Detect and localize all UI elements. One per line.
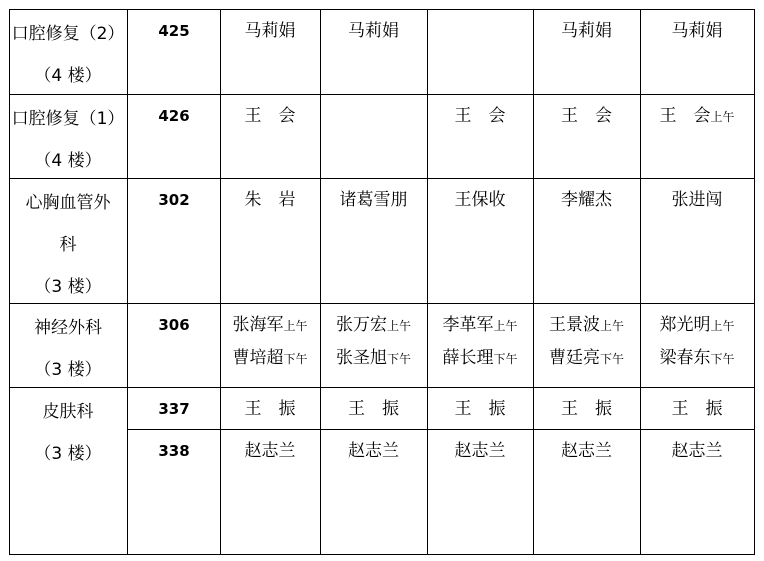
cell-text: 张万宏 (335, 315, 387, 335)
department-line (9, 140, 127, 182)
doctor-cell (533, 440, 640, 473)
doctor-cell (640, 20, 754, 53)
doctor-entry (220, 189, 320, 222)
cell-text: 王 振 (671, 399, 723, 419)
shift-tag: 下午 (710, 352, 735, 366)
doctor-cell (640, 105, 754, 138)
cell-text: 马莉娟 (561, 21, 612, 41)
doctor-entry (220, 398, 320, 431)
doctor-cell (533, 314, 640, 380)
department-line (9, 349, 127, 391)
department-line (9, 391, 127, 433)
department-line (9, 433, 127, 475)
cell-text: 王 会 (561, 106, 612, 126)
doctor-cell (320, 440, 427, 473)
doctor-entry (533, 20, 640, 53)
doctor-entry (640, 105, 754, 138)
doctor-entry (427, 105, 533, 138)
cell-text: 李耀杰 (561, 190, 612, 210)
doctor-entry (533, 398, 640, 431)
shift-tag: 下午 (599, 352, 624, 366)
doctor-entry (533, 440, 640, 473)
doctor-cell (533, 189, 640, 222)
cell-text: （3 楼） (34, 444, 102, 464)
doctor-entry (320, 314, 427, 347)
cell-text: （3 楼） (34, 360, 102, 380)
department-cell (9, 13, 127, 97)
doctor-cell (533, 20, 640, 53)
cell-text: 张海军 (232, 315, 284, 335)
doctor-cell (220, 20, 320, 53)
department-cell (9, 391, 127, 475)
cell-text: 张进闯 (671, 190, 723, 210)
shift-tag: 下午 (386, 352, 411, 366)
table-border-horizontal (9, 9, 755, 10)
doctor-entry (533, 189, 640, 222)
department-line (9, 224, 127, 266)
cell-text: 口腔修复（1） (11, 109, 125, 129)
doctor-entry (220, 440, 320, 473)
doctor-cell (427, 189, 533, 222)
doctor-cell (427, 314, 533, 380)
doctor-entry (320, 440, 427, 473)
cell-text: 337 (158, 400, 190, 418)
shift-tag: 上午 (710, 110, 735, 124)
cell-text: 神经外科 (34, 318, 102, 338)
table-border-vertical (127, 9, 128, 554)
doctor-entry (533, 105, 640, 138)
cell-text: 诸葛雪朋 (339, 190, 408, 210)
cell-text: 马莉娟 (244, 21, 296, 41)
cell-text: 皮肤科 (42, 402, 94, 422)
doctor-cell (220, 314, 320, 380)
cell-text: 王 振 (561, 399, 612, 419)
cell-text: 赵志兰 (561, 441, 612, 461)
department-cell (9, 307, 127, 391)
department-line (9, 307, 127, 349)
doctor-cell (220, 105, 320, 138)
doctor-entry (640, 314, 754, 347)
cell-text: 科 (59, 235, 77, 255)
cell-text: 王 会 (659, 106, 711, 126)
doctor-cell (640, 440, 754, 473)
doctor-entry (640, 189, 754, 222)
cell-text: （3 楼） (34, 277, 102, 297)
cell-text: 郑光明 (659, 315, 711, 335)
department-line (9, 55, 127, 97)
doctor-entry (533, 314, 640, 347)
cell-text: 王保收 (454, 190, 506, 210)
room-number (128, 399, 220, 420)
shift-tag: 上午 (386, 319, 411, 333)
doctor-entry (640, 347, 754, 380)
room-number (128, 21, 220, 42)
doctor-entry (220, 314, 320, 347)
cell-text: 王 会 (244, 106, 296, 126)
cell-text: 赵志兰 (454, 441, 506, 461)
cell-text: 梁春东 (659, 348, 711, 368)
cell-text: 王 振 (244, 399, 296, 419)
shift-tag: 上午 (599, 319, 624, 333)
doctor-entry (220, 20, 320, 53)
department-cell (9, 98, 127, 182)
cell-text: 马莉娟 (671, 21, 723, 41)
cell-text: 302 (158, 191, 190, 209)
doctor-entry (427, 314, 533, 347)
doctor-entry (427, 189, 533, 222)
doctor-entry (640, 20, 754, 53)
doctor-entry (640, 440, 754, 473)
cell-text: 赵志兰 (671, 441, 723, 461)
doctor-cell (320, 398, 427, 431)
doctor-cell (220, 189, 320, 222)
cell-text: 张圣旭 (335, 348, 387, 368)
doctor-cell (427, 440, 533, 473)
cell-text: 曹培超 (232, 348, 284, 368)
cell-text: 马莉娟 (348, 21, 399, 41)
cell-text: 赵志兰 (244, 441, 296, 461)
department-line (9, 13, 127, 55)
doctor-entry (320, 347, 427, 380)
room-number (128, 315, 220, 336)
doctor-entry (220, 105, 320, 138)
doctor-cell (427, 105, 533, 138)
room-number (128, 441, 220, 462)
doctor-entry (427, 347, 533, 380)
room-number (128, 190, 220, 211)
cell-text: 王 振 (454, 399, 506, 419)
cell-text: （4 楼） (34, 151, 102, 171)
department-line (9, 266, 127, 308)
shift-tag: 下午 (283, 352, 308, 366)
department-line (9, 98, 127, 140)
doctor-cell (640, 189, 754, 222)
cell-text: 薛长理 (442, 348, 494, 368)
doctor-entry (320, 20, 427, 53)
cell-text: 口腔修复（2） (11, 24, 125, 44)
cell-text: 426 (158, 107, 190, 125)
cell-text: 朱 岩 (244, 190, 296, 210)
doctor-cell (320, 20, 427, 53)
cell-text: 曹廷亮 (548, 348, 600, 368)
cell-text: 心胸血管外 (25, 193, 111, 213)
doctor-cell (427, 398, 533, 431)
doctor-entry (427, 440, 533, 473)
cell-text: 李革军 (442, 315, 494, 335)
cell-text: （4 楼） (34, 66, 102, 86)
doctor-cell (220, 440, 320, 473)
doctor-cell (220, 398, 320, 431)
doctor-entry (640, 398, 754, 431)
shift-tag: 下午 (493, 352, 518, 366)
cell-text: 王景波 (548, 315, 600, 335)
shift-tag: 上午 (493, 319, 518, 333)
doctor-entry (427, 398, 533, 431)
doctor-cell (640, 398, 754, 431)
table-border-vertical (754, 9, 755, 554)
doctor-entry (220, 347, 320, 380)
shift-tag: 上午 (710, 319, 735, 333)
doctor-cell (640, 314, 754, 380)
doctor-cell (320, 189, 427, 222)
cell-text: 425 (158, 22, 190, 40)
doctor-entry (320, 189, 427, 222)
shift-tag: 上午 (283, 319, 308, 333)
doctor-entry (320, 398, 427, 431)
cell-text: 338 (158, 442, 190, 460)
room-number (128, 106, 220, 127)
doctor-cell (533, 398, 640, 431)
department-cell (9, 182, 127, 308)
table-border-horizontal (9, 554, 755, 555)
doctor-cell (533, 105, 640, 138)
doctor-entry (533, 347, 640, 380)
doctor-cell (320, 314, 427, 380)
cell-text: 赵志兰 (348, 441, 399, 461)
cell-text: 王 振 (348, 399, 399, 419)
cell-text: 306 (158, 316, 190, 334)
department-line (9, 182, 127, 224)
cell-text: 王 会 (454, 106, 506, 126)
